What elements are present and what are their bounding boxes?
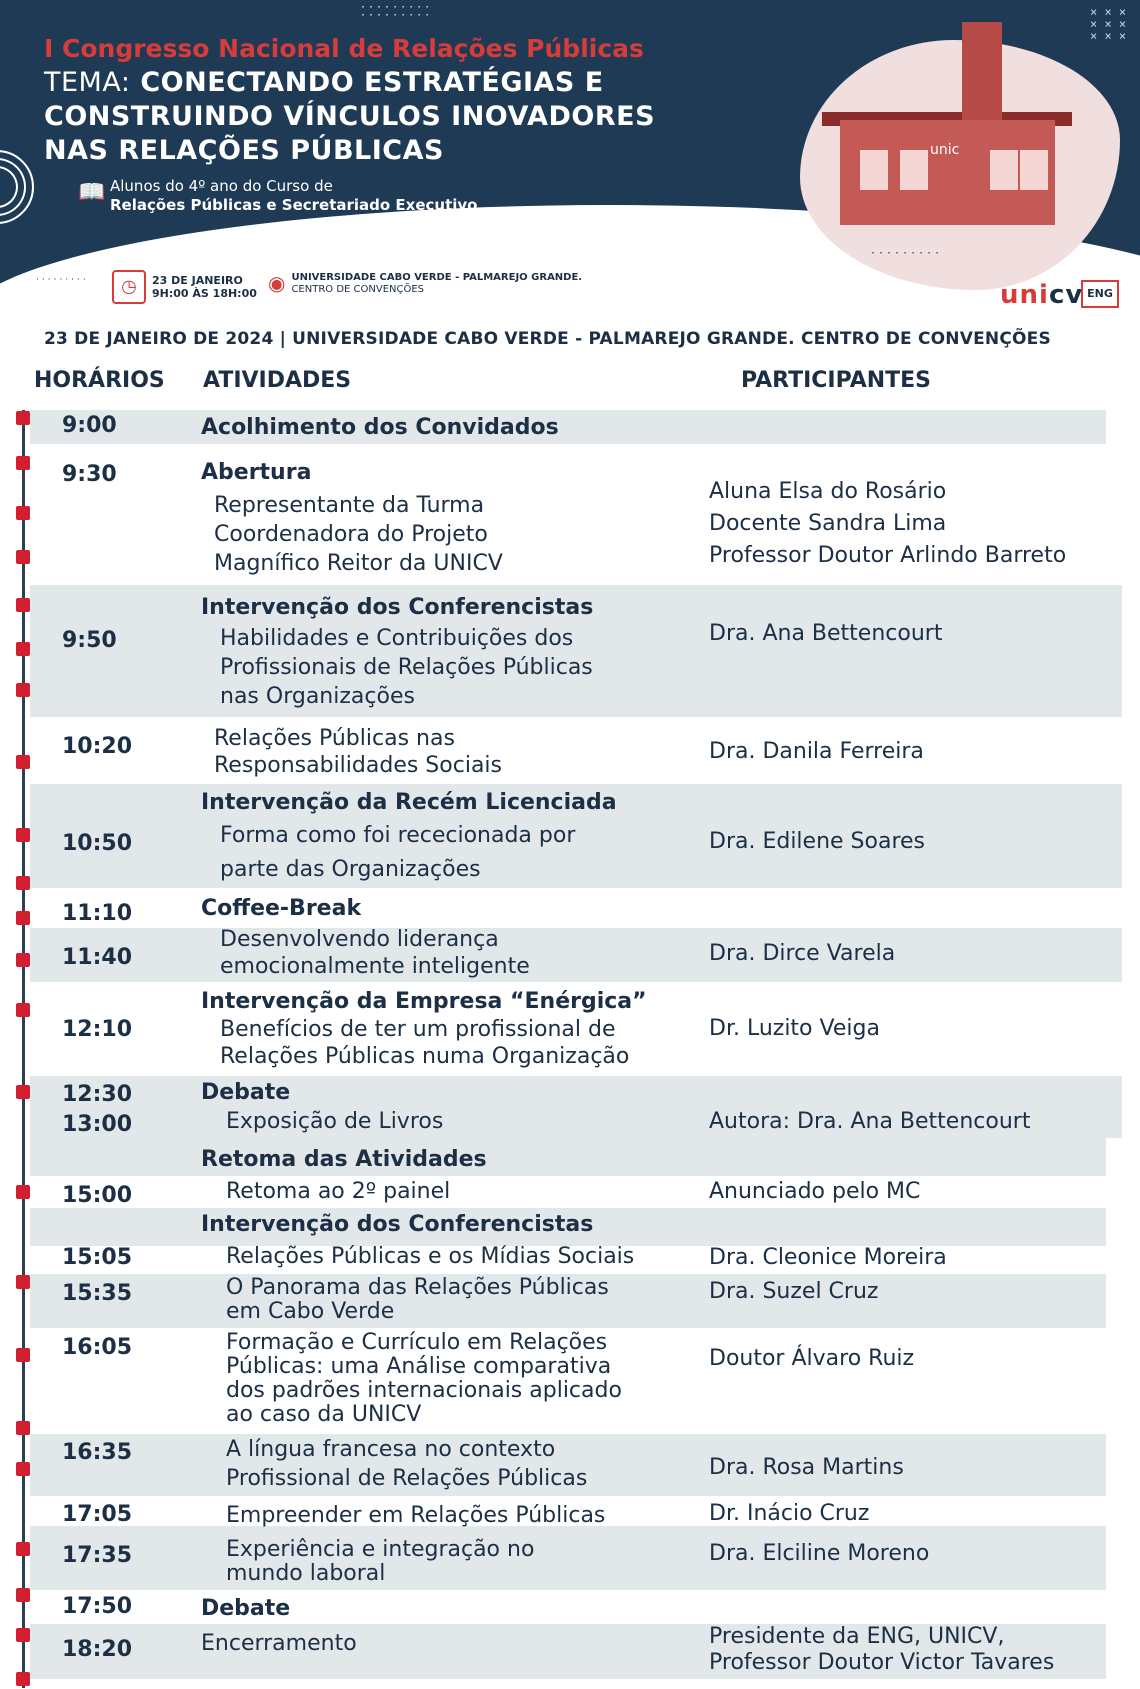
time-label: 15:00 [62,1183,133,1208]
activity-text: Responsabilidades Sociais [214,753,502,778]
row-band [30,928,1122,982]
location-pin-icon: ◉ [268,271,286,295]
time-label: 15:05 [62,1245,133,1270]
cross-pattern-icon: × × × × × × × × × [1090,5,1127,43]
activity-text: Retoma ao 2º painel [226,1179,451,1204]
eng-logo: ENG [1081,280,1119,308]
location-badge [268,272,582,296]
time-label: 11:40 [62,945,133,970]
activity-text: Desenvolvendo liderança [220,927,499,952]
activity-text: O Panorama das Relações Públicas [226,1275,609,1300]
time-label: 13:00 [62,1112,133,1137]
time-label: 10:20 [62,734,133,759]
tema-text-1: CONECTANDO ESTRATÉGIAS E [140,67,604,98]
tema-line-1 [44,67,604,98]
logo-uni-text: uni [1000,280,1049,310]
timeline-marker [16,1275,30,1289]
time-label: 17:50 [62,1594,133,1619]
participant: Dra. Rosa Martins [709,1455,904,1480]
activity-text: Benefícios de ter um profissional de [220,1017,616,1042]
tema-label: TEMA: [44,67,131,98]
activity-text: Encerramento [201,1631,357,1656]
timeline-marker [16,876,30,890]
logo-cv-text: cv [1048,280,1084,310]
time-label: 16:05 [62,1335,133,1360]
participant: Professor Doutor Victor Tavares [709,1650,1055,1675]
students-line-1: Alunos do 4º ano do Curso de [110,177,333,195]
participant: Anunciado pelo MC [709,1179,921,1204]
activity-text: Formação e Currículo em Relações [226,1330,608,1355]
timeline-marker [16,642,30,656]
dots-decoration: ········· [870,248,943,259]
activity-text: Relações Públicas e os Mídias Sociais [226,1244,635,1269]
activity-heading: Debate [201,1596,291,1621]
date-badge [112,270,257,304]
dots-decoration: ········· ········· [360,2,433,21]
date-badge-line-1: 23 DE JANEIRO [152,274,243,287]
participant: Aluna Elsa do Rosário [709,479,947,504]
concentric-rings-icon [0,150,34,224]
event-date-location: 23 DE JANEIRO DE 2024 | UNIVERSIDADE CABO VERDE - PALMAREJO GRANDE. CENTRO DE CONVENÇÕES [44,329,1051,349]
building-window [990,150,1018,190]
activity-text: Exposição de Livros [226,1109,444,1134]
participant: Professor Doutor Arlindo Barreto [709,543,1067,568]
timeline-marker [16,1542,30,1556]
participant: Dr. Luzito Veiga [709,1016,880,1041]
timeline-marker [16,755,30,769]
activity-text: mundo laboral [226,1561,386,1586]
building-tower [962,22,1002,122]
activity-text: Coordenadora do Projeto [214,522,488,547]
congress-title: I Congresso Nacional de Relações Públicas [44,34,644,63]
tema-line-3: NAS RELAÇÕES PÚBLICAS [44,135,444,166]
row-band [30,410,1106,444]
activity-heading: Acolhimento dos Convidados [201,415,559,440]
activity-text: parte das Organizações [220,857,481,882]
participant: Dra. Suzel Cruz [709,1279,879,1304]
timeline-marker [16,1003,30,1017]
tema-line-2: CONSTRUINDO VÍNCULOS INOVADORES [44,101,656,132]
book-icon: 📖 [78,180,106,205]
time-label: 10:50 [62,831,133,856]
timeline-marker [16,1085,30,1099]
dots-decoration: ········· [36,275,89,285]
time-label: 16:35 [62,1440,133,1465]
activity-text: A língua francesa no contexto [226,1437,556,1462]
activity-text: Magnífico Reitor da UNICV [214,551,503,576]
activity-text: em Cabo Verde [226,1299,395,1324]
activity-heading: Retoma das Atividades [201,1147,487,1172]
time-label: 9:30 [62,462,117,487]
building-window [1020,150,1048,190]
activity-text: nas Organizações [220,684,415,709]
timeline-marker [16,456,30,470]
activity-text: Relações Públicas numa Organização [220,1044,630,1069]
timeline-marker [16,598,30,612]
timeline-marker [16,683,30,697]
header-banner [0,0,1140,318]
time-label: 15:35 [62,1281,133,1306]
timeline-marker [16,911,30,925]
location-line-1: UNIVERSIDADE CABO VERDE - PALMAREJO GRANDE. [291,272,583,283]
unicv-logo [1000,280,1083,310]
timeline-marker [16,1421,30,1435]
timeline-marker [16,506,30,520]
column-horarios: HORÁRIOS [34,368,165,393]
participant: Autora: Dra. Ana Bettencourt [709,1109,1031,1134]
participant: Dra. Elciline Moreno [709,1541,930,1566]
time-label: 9:50 [62,628,117,653]
time-label: 17:05 [62,1502,133,1527]
participant: Docente Sandra Lima [709,511,947,536]
row-band [30,1138,1106,1176]
time-label: 12:10 [62,1017,133,1042]
participant: Dra. Danila Ferreira [709,739,924,764]
timeline-marker [16,828,30,842]
activity-text: Empreender em Relações Públicas [226,1503,606,1528]
activity-heading: Abertura [201,460,312,485]
activity-text: Relações Públicas nas [214,726,455,751]
participant: Dra. Cleonice Moreira [709,1245,947,1270]
activity-text: Profissionais de Relações Públicas [220,655,593,680]
time-label: 18:20 [62,1637,133,1662]
time-label: 11:10 [62,901,133,926]
timeline-marker [16,1462,30,1476]
time-label: 17:35 [62,1543,133,1568]
building-window [900,150,928,190]
activity-text: Públicas: uma Análise comparativa [226,1354,612,1379]
time-label: 12:30 [62,1082,133,1107]
timeline-marker [16,1628,30,1642]
time-label: 9:00 [62,413,117,438]
activity-heading: Coffee-Break [201,896,362,921]
activity-heading: Intervenção dos Conferencistas [201,1212,594,1237]
activity-heading: Intervenção da Empresa “Enérgica” [201,989,647,1014]
activity-text: Experiência e integração no [226,1537,535,1562]
participant: Dra. Ana Bettencourt [709,621,943,646]
participant: Presidente da ENG, UNICV, [709,1624,1005,1649]
timeline-marker [16,550,30,564]
activity-heading: Debate [201,1080,291,1105]
activity-text: Representante da Turma [214,493,485,518]
participant: Dr. Inácio Cruz [709,1501,870,1526]
students-info [80,177,477,215]
date-badge-line-2: 9H:00 ÀS 18H:00 [152,287,257,300]
column-atividades: ATIVIDADES [203,368,352,393]
location-line-2: CENTRO DE CONVENÇÕES [291,284,425,295]
activity-text: Profissional de Relações Públicas [226,1466,588,1491]
students-line-2: Relações Públicas e Secretariado Executivo [110,196,478,214]
timeline-marker [16,953,30,967]
activity-heading: Intervenção da Recém Licenciada [201,790,617,815]
timeline-marker [16,1185,30,1199]
building-sign: unic [930,142,960,158]
timeline-marker [16,1672,30,1686]
activity-text: Forma como foi rececionada por [220,823,576,848]
activity-text: emocionalmente inteligente [220,954,530,979]
participant: Dra. Dirce Varela [709,941,896,966]
timeline-marker [16,1348,30,1362]
activity-text: dos padrões internacionais aplicado [226,1378,622,1403]
column-participantes: PARTICIPANTES [741,368,932,393]
calendar-icon: ◷ [112,270,146,304]
participant: Doutor Álvaro Ruiz [709,1346,915,1371]
timeline-marker [16,1588,30,1602]
activity-text: Habilidades e Contribuições dos [220,626,574,651]
row-band [30,1526,1106,1590]
building-window [860,150,888,190]
activity-text: ao caso da UNICV [226,1402,422,1427]
participant: Dra. Edilene Soares [709,829,926,854]
activity-heading: Intervenção dos Conferencistas [201,595,594,620]
timeline-marker [16,411,30,425]
